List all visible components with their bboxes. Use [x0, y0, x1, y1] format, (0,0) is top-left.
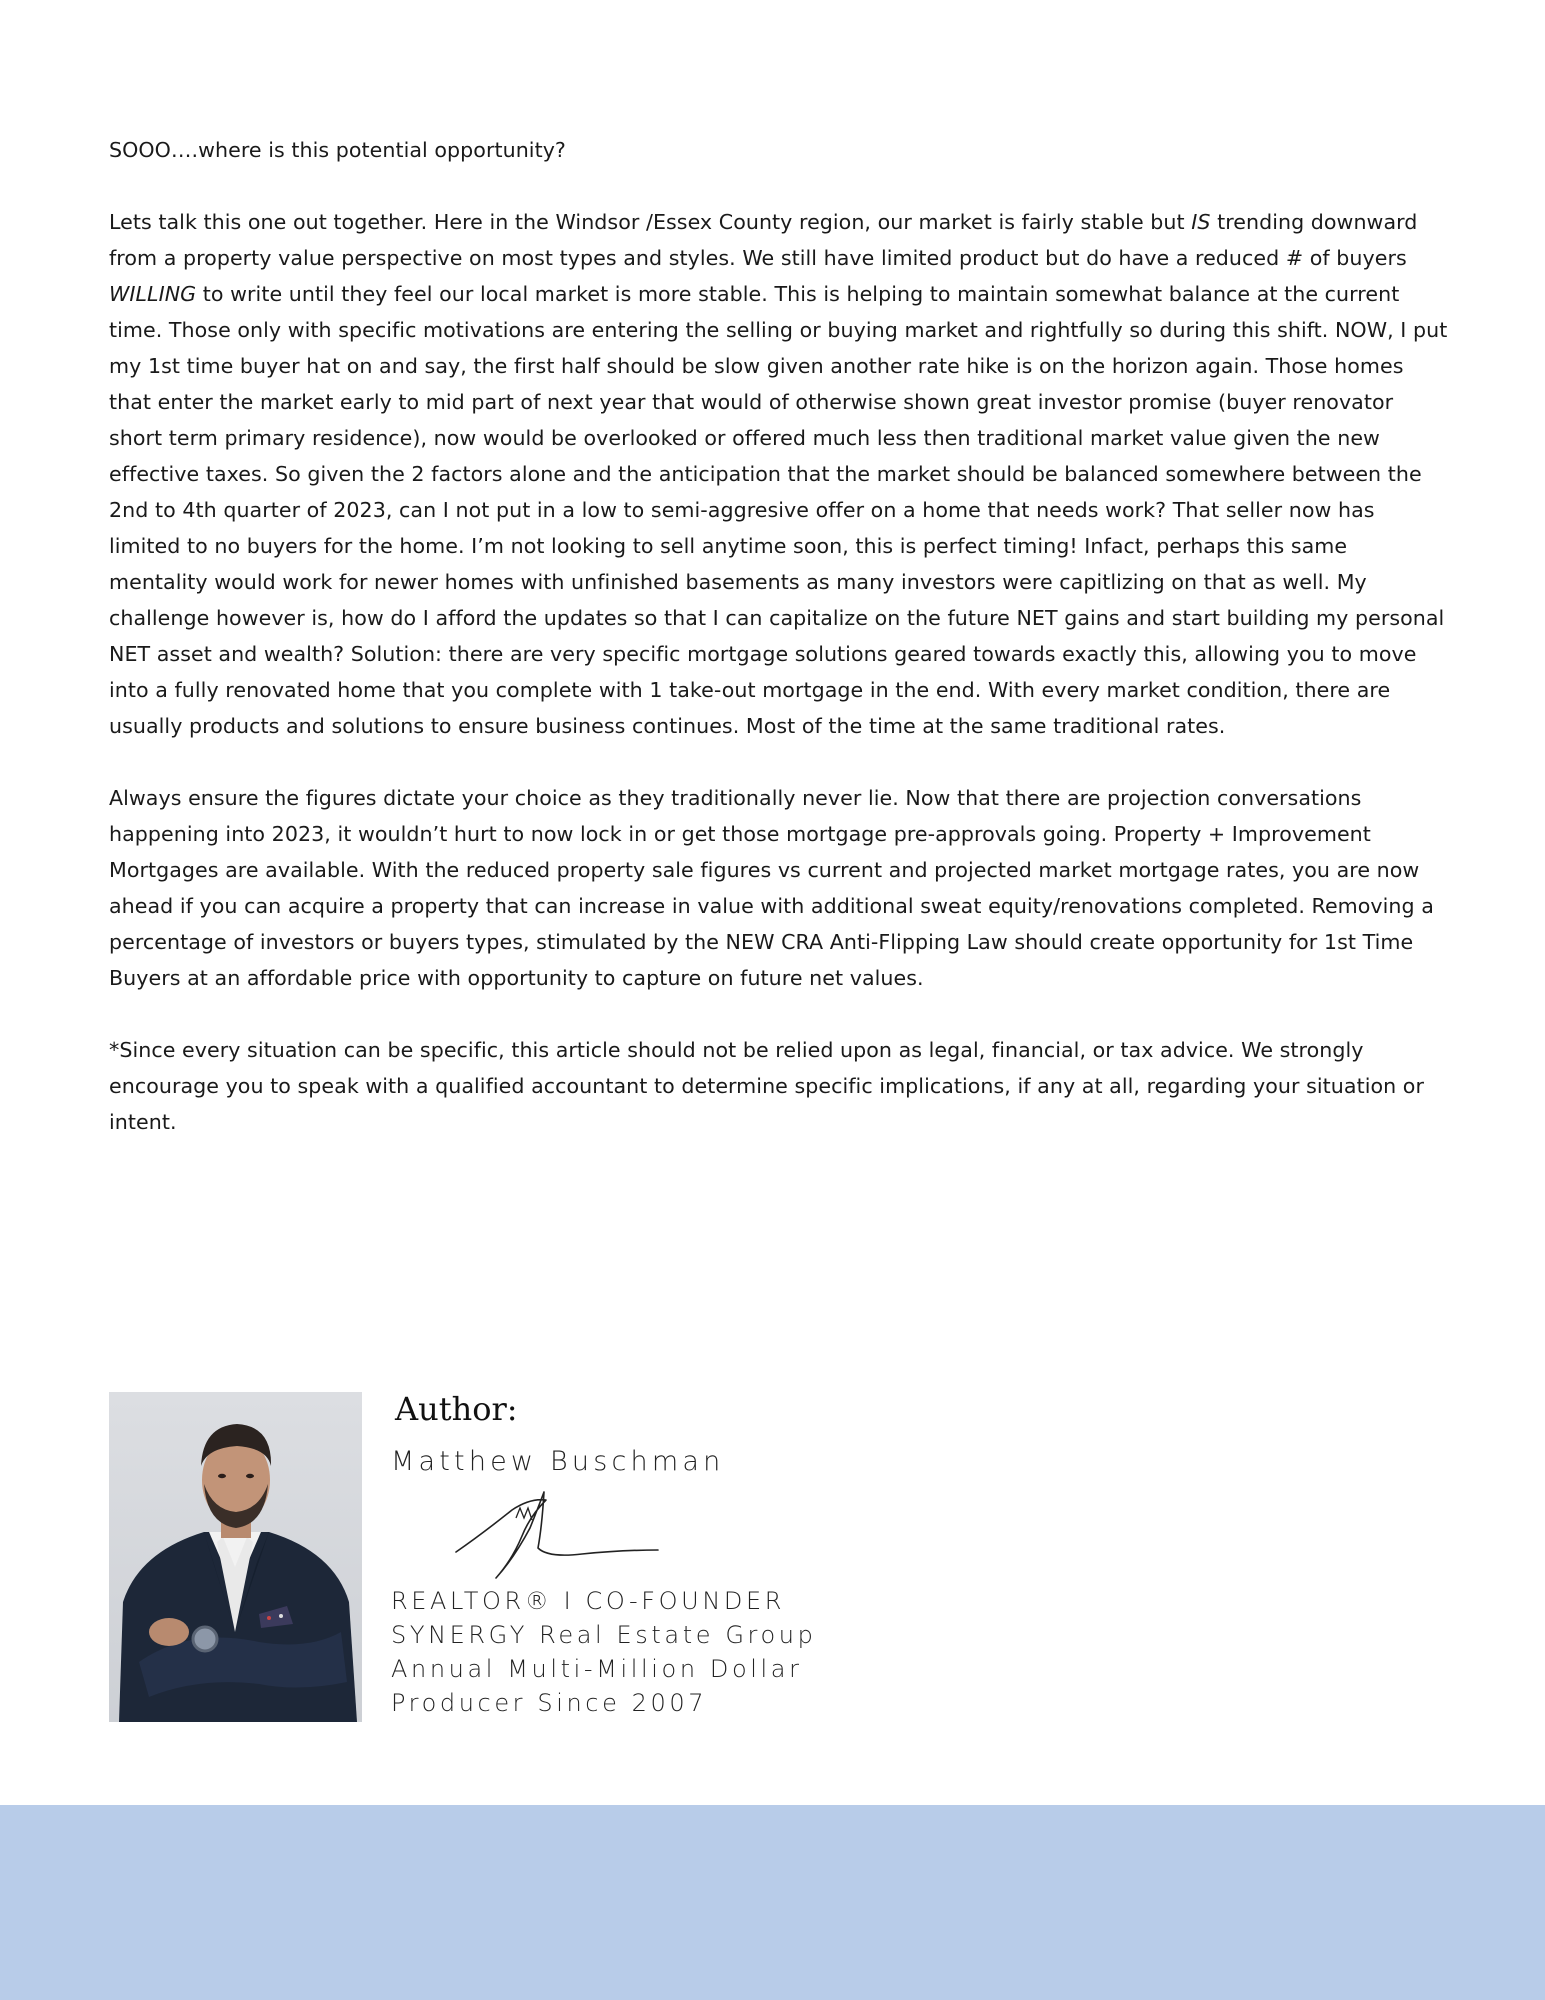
author-signature [452, 1486, 662, 1582]
author-photo [109, 1392, 362, 1722]
article-body [109, 132, 1449, 1176]
credential-line: Annual Multi-Million Dollar [391, 1655, 803, 1683]
paragraph-1-part-c: to write until they feel our local market is more stable. This is helping to maintain somewhat balance at the current time. Those only with specific motivations are entering the selling or buying market and rightfully so during this shift. NOW, I put my 1st time buyer hat on and say, the first half should be slow given another rate hike is on the horizon again. Those homes that enter the market early to mid part of next year that would of otherwise shown great investor promise (buyer renovator short term primary residence), now would be overlooked or offered much less then traditional market value given the new effective taxes. So given the 2 factors alone and the anticipation that the market should be balanced somewhere between the 2nd to 4th quarter of 2023, can I not put in a low to semi-aggresive offer on a home that needs work? That seller now has limited to no buyers for the home. I’m not looking to sell anytime soon, this is perfect timing! Infact, perhaps this same mentality would work for newer homes with unfinished basements as many investors were capitlizing on that as well. My challenge however is, how do I afford the updates so that I can capitalize on the future NET gains and start building my personal NET asset and wealth? Solution: there are very specific mortgage solutions geared towards exactly this, allowing you to move into a fully renovated home that you complete with 1 take-out mortgage in the end. With every market condition, there are usually products and solutions to ensure business continues. Most of the time at the same traditional rates. [109, 282, 1448, 738]
footer-band [0, 1805, 1545, 2000]
author-label: Author: [395, 1390, 518, 1428]
emphasis-willing: WILLING [109, 282, 197, 306]
credential-line: SYNERGY Real Estate Group [391, 1621, 817, 1649]
article-heading: SOOO….where is this potential opportunity? [109, 138, 566, 162]
author-name: Matthew Buschman [391, 1446, 725, 1477]
credential-line: REALTOR® I CO-FOUNDER [391, 1587, 785, 1615]
credential-line: Producer Since 2007 [391, 1689, 708, 1717]
paragraph-figures-advice: Always ensure the figures dictate your choice as they traditionally never lie. Now that there are projection conversations happening into 2023, it wouldn’t hurt to now lock in or get those mortgage pre-approvals going. Property + Improvement Mortgages are available. With the reduced property sale figures vs current and projected market mortgage rates, you are now ahead if you can acquire a property that can increase in value with additional sweat equity/renovations completed. Removing a percentage of investors or buyers types, stimulated by the NEW CRA Anti-Flipping Law should create opportunity for 1st Time Buyers at an affordable price with opportunity to capture on future net values. [109, 786, 1434, 990]
paragraph-1-part-a: Lets talk this one out together. Here in the Windsor /Essex County region, our market is fairly stable but [109, 210, 1192, 234]
paragraph-market-outlook [109, 204, 1449, 744]
paragraph-disclaimer: *Since every situation can be specific, this article should not be relied upon as legal, financial, or tax advice. We strongly encourage you to speak with a qualified accountant to determine specific implications, if any at all, regarding your situation or intent. [109, 1038, 1424, 1134]
paragraph-1-part-b: trending downward from a property value perspective on most types and styles. We still have limited product but do have a reduced # of buyers [109, 210, 1418, 270]
author-credentials [391, 1584, 816, 1720]
emphasis-is: IS [1191, 210, 1211, 234]
